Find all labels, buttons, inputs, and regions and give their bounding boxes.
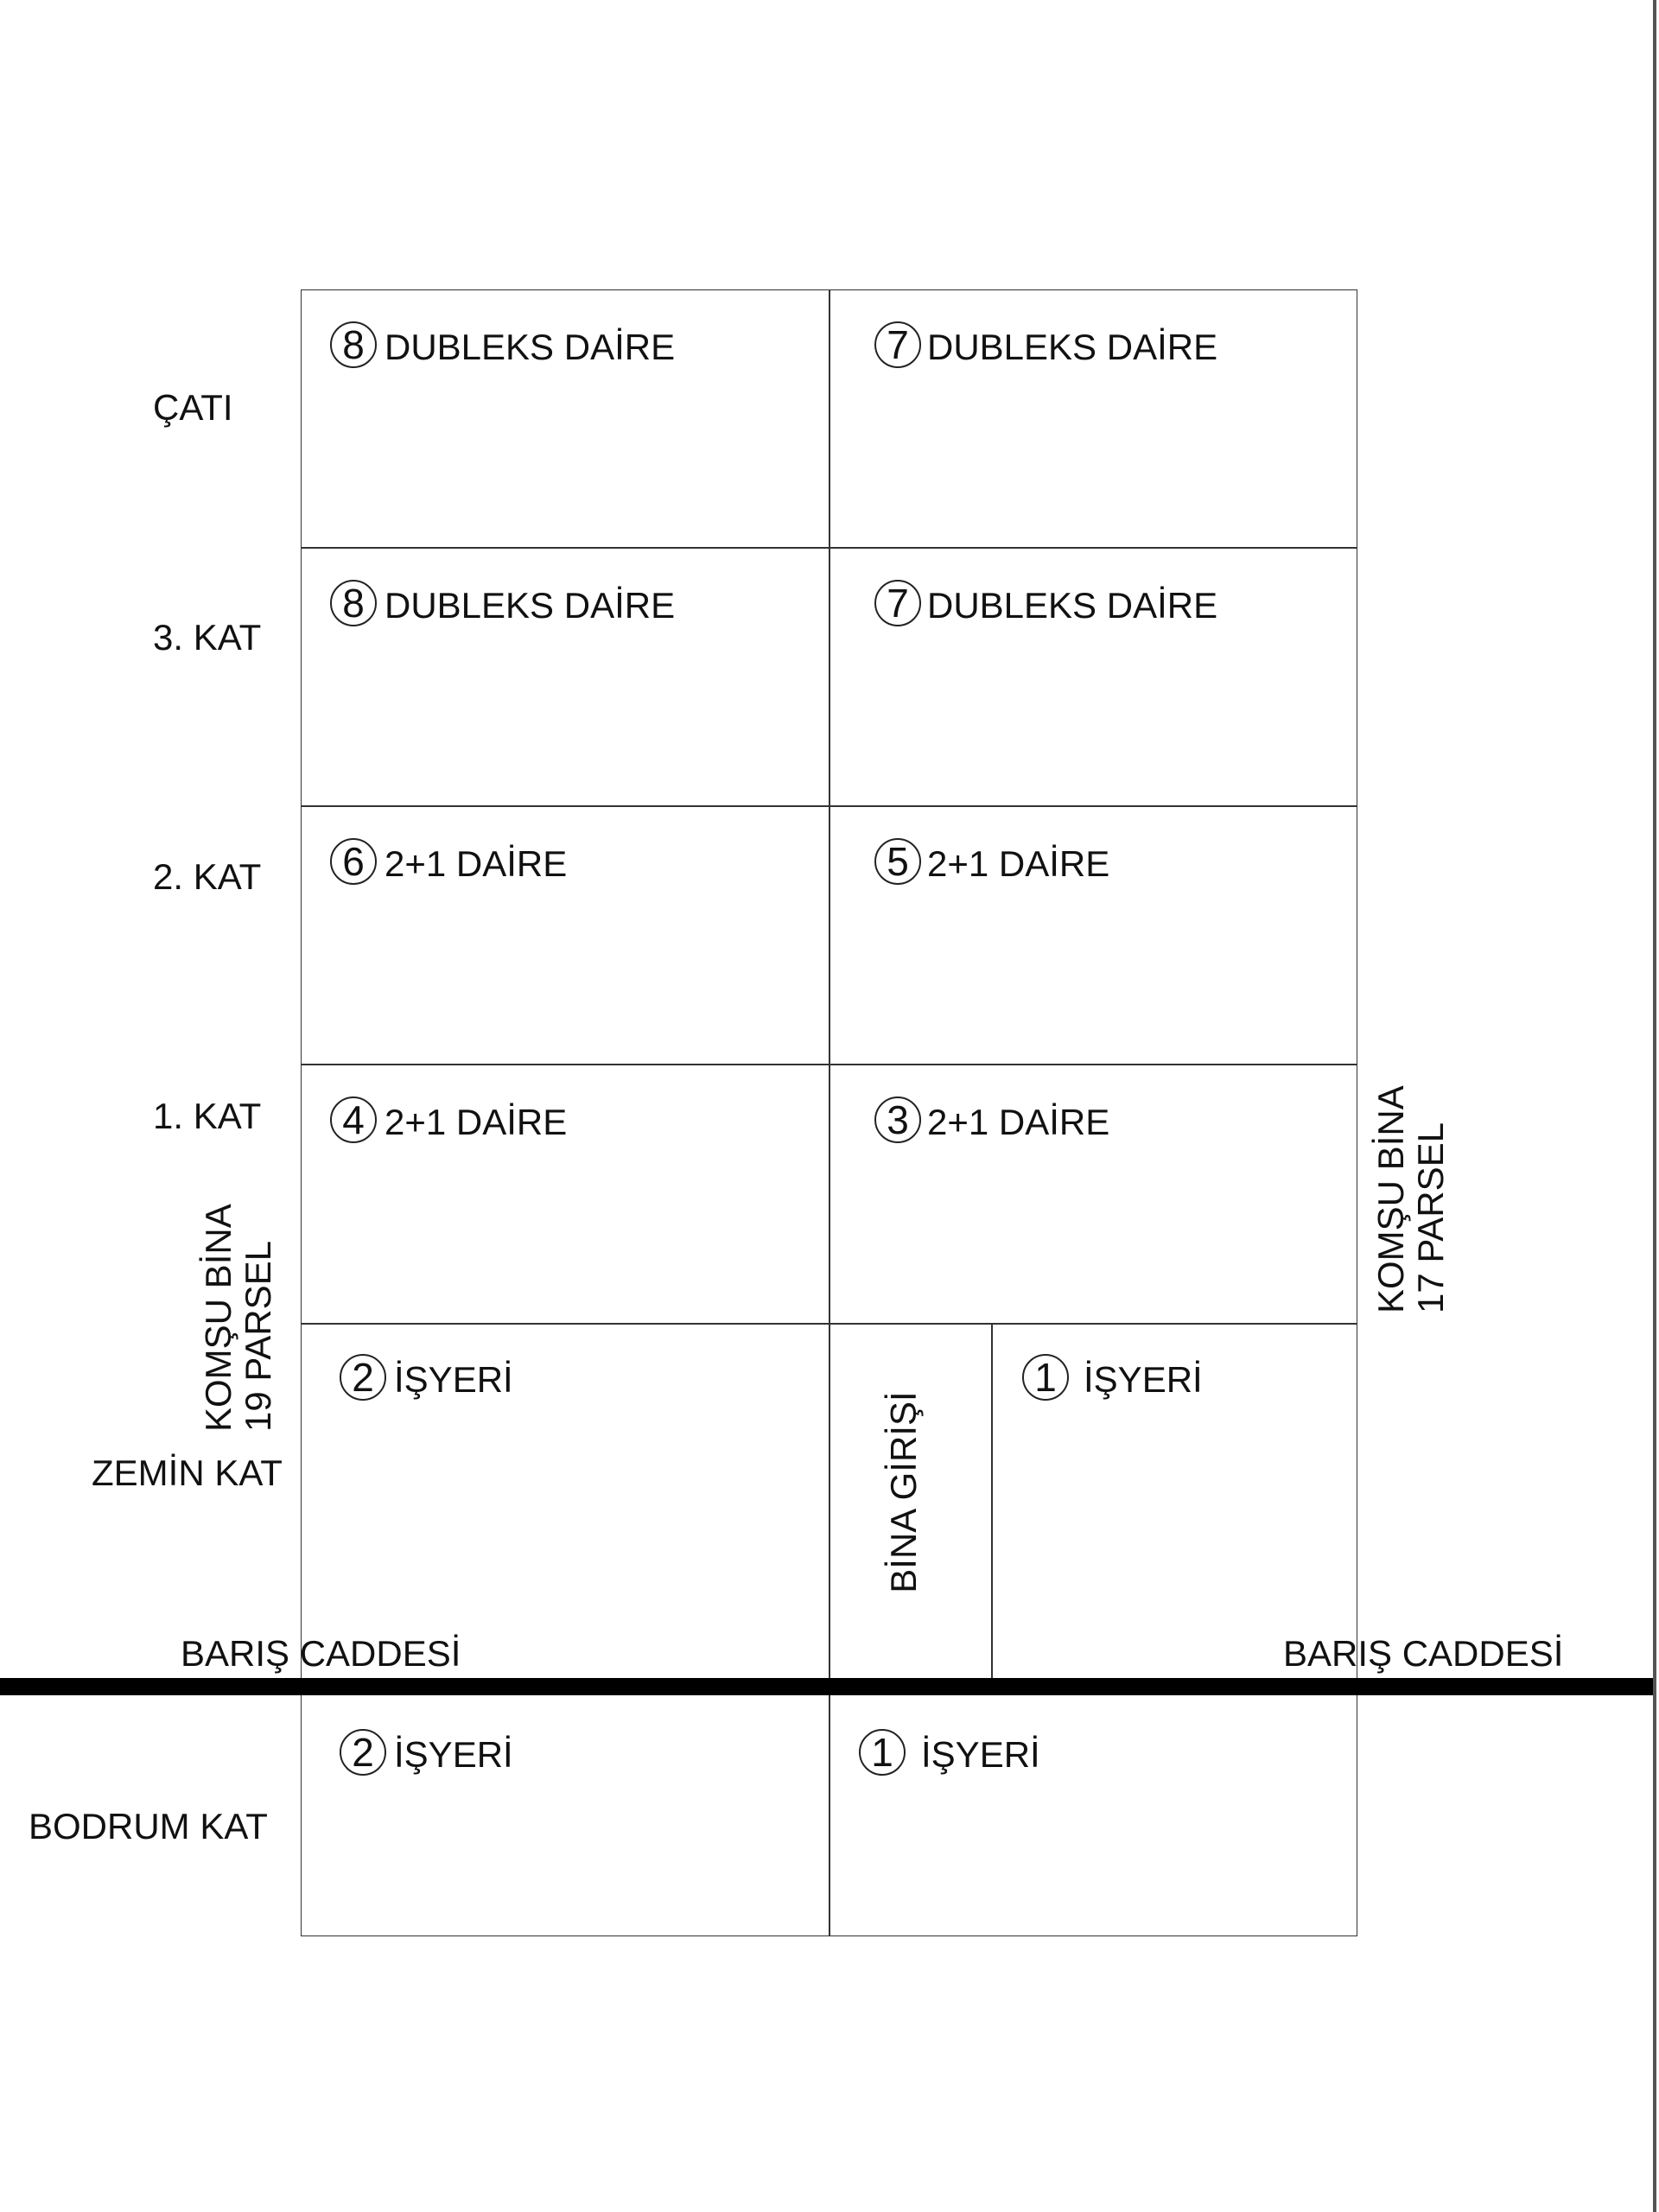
neighbor-left-label: [199, 1190, 285, 1432]
neighbor-right-line1: KOMŞU BİNA: [1370, 1085, 1411, 1313]
unit-label-6: 2+1 DAİRE: [385, 843, 568, 884]
neighbor-left-line2: 19 PARSEL: [238, 1240, 279, 1432]
unit-label-3: 2+1 DAİRE: [927, 1102, 1110, 1142]
unit-number-7-mid: 7: [874, 580, 921, 626]
unit-number-6: 6: [330, 838, 377, 885]
unit-number-8-top: 8: [330, 321, 377, 368]
street-line: [0, 1678, 1653, 1695]
unit-label-7-mid: DUBLEKS DAİRE: [927, 585, 1218, 626]
unit-number-2-ground: 2: [340, 1354, 386, 1401]
floor-label-bodrum: BODRUM KAT: [29, 1806, 268, 1847]
unit-number-1-ground: 1: [1022, 1354, 1069, 1401]
unit-label-7-top: DUBLEKS DAİRE: [927, 327, 1218, 367]
street-label-right: BARIŞ CADDESİ: [1283, 1633, 1564, 1674]
unit-label-8-top: DUBLEKS DAİRE: [385, 327, 676, 367]
street-label-left: BARIŞ CADDESİ: [181, 1633, 461, 1674]
entrance-divider: [991, 1323, 993, 1679]
building-entrance-text: BİNA GİRİŞİ: [883, 1391, 924, 1593]
neighbor-right-line2: 17 PARSEL: [1410, 1122, 1452, 1313]
unit-label-1-ground: İŞYERİ: [1084, 1359, 1203, 1400]
unit-number-4: 4: [330, 1096, 377, 1143]
floor-label-kat1: 1. KAT: [153, 1096, 262, 1136]
unit-number-3: 3: [874, 1096, 921, 1143]
floor-label-cati: ÇATI: [153, 387, 233, 428]
unit-label-1-basement: İŞYERİ: [921, 1734, 1040, 1775]
unit-number-2-basement: 2: [340, 1729, 386, 1776]
floor-label-kat3: 3. KAT: [153, 617, 262, 658]
page-edge: [1653, 0, 1656, 2212]
unit-number-8-mid: 8: [330, 580, 377, 626]
neighbor-right-label: [1371, 1071, 1458, 1313]
unit-label-8-mid: DUBLEKS DAİRE: [385, 585, 676, 626]
unit-number-5: 5: [874, 838, 921, 885]
neighbor-left-line1: KOMŞU BİNA: [198, 1204, 238, 1432]
unit-label-2-basement: İŞYERİ: [394, 1734, 513, 1775]
floor-label-zemin: ZEMİN KAT: [92, 1452, 283, 1493]
unit-number-1-basement: 1: [859, 1729, 906, 1776]
unit-label-4: 2+1 DAİRE: [385, 1102, 568, 1142]
unit-number-7-top: 7: [874, 321, 921, 368]
unit-label-5: 2+1 DAİRE: [927, 843, 1110, 884]
building-entrance-label: [884, 1384, 927, 1600]
unit-label-2-ground: İŞYERİ: [394, 1359, 513, 1400]
floor-label-kat2: 2. KAT: [153, 856, 262, 897]
